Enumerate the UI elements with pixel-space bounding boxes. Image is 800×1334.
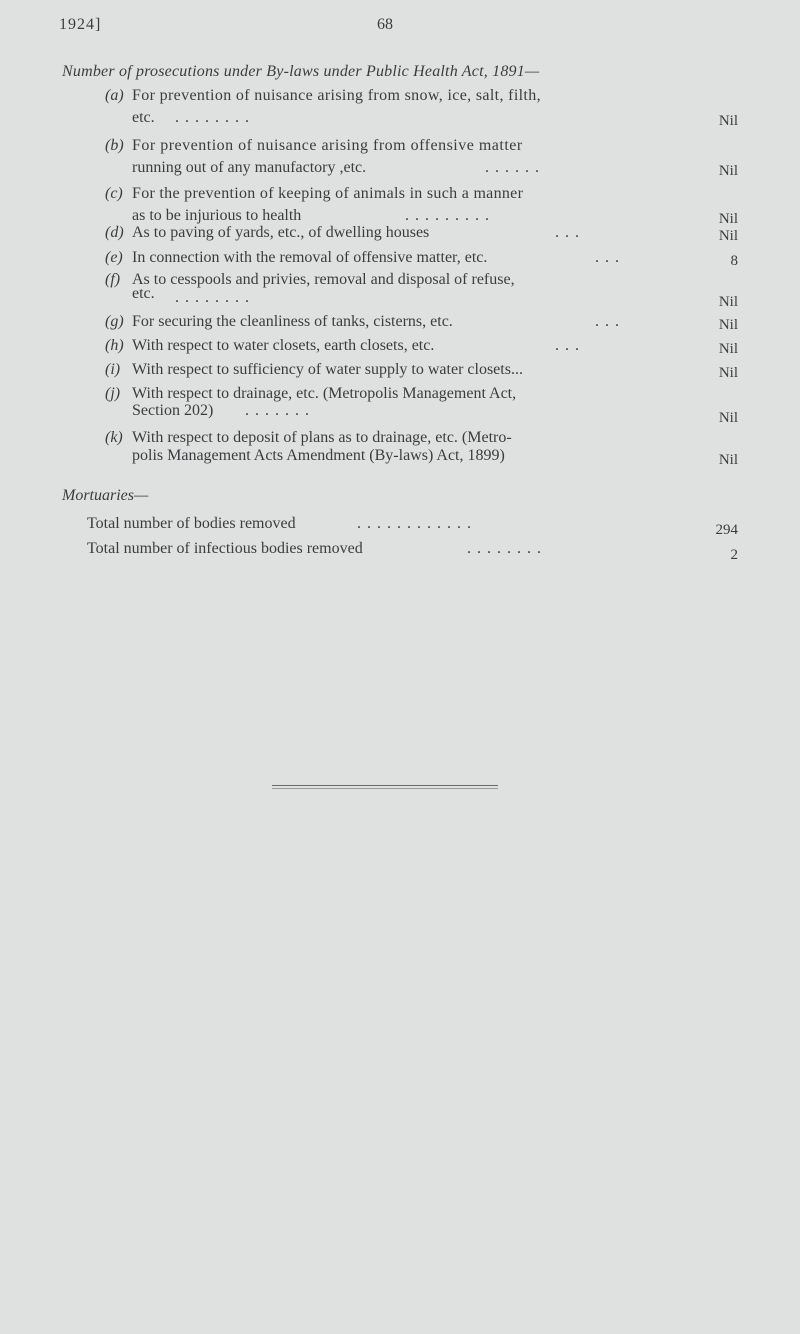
item-text: For prevention of nuisance arising from snow, ice, salt, filth, bbox=[132, 87, 541, 104]
item-g: (g) For securing the cleanliness of tanks, cisterns, etc. ... Nil bbox=[105, 311, 738, 333]
item-e: (e) In connection with the removal of offensive matter, etc. ... 8 bbox=[105, 247, 738, 269]
mortuaries-label: Total number of infectious bodies removed bbox=[87, 540, 363, 557]
item-text: With respect to drainage, etc. (Metropolis Management Act, bbox=[132, 385, 517, 402]
item-text-cont: running out of any manufactory ,etc. bbox=[132, 159, 367, 176]
item-a: (a) For prevention of nuisance arising from snow, ice, salt, filth, etc. ........ Nil bbox=[105, 85, 738, 129]
item-text: For prevention of nuisance arising from offensive matter bbox=[132, 137, 523, 154]
mortuaries-row-infectious: Total number of infectious bodies removed ........ 2 bbox=[87, 538, 738, 560]
item-label: (j) bbox=[105, 385, 121, 402]
item-value: Nil bbox=[718, 228, 738, 244]
item-text: With respect to water closets, earth closets, etc. bbox=[132, 337, 435, 354]
mortuaries-label: Total number of bodies removed bbox=[87, 515, 296, 532]
item-value: Nil bbox=[718, 294, 738, 310]
item-label: (c) bbox=[105, 185, 123, 202]
item-value: Nil bbox=[718, 341, 738, 357]
item-d: (d) As to paving of yards, etc., of dwelling houses ... Nil bbox=[105, 222, 738, 244]
item-k bbox=[105, 427, 738, 471]
page-number: 68 bbox=[377, 16, 393, 33]
item-value: Nil bbox=[718, 452, 738, 468]
section-title: Number of prosecutions under By-laws under Public Health Act, 1891— bbox=[62, 63, 540, 80]
item-label: (f) bbox=[105, 271, 121, 288]
item-j: (j) With respect to drainage, etc. (Metropolis Management Act, Section 202) ....... Nil bbox=[105, 383, 738, 427]
item-text-cont: etc. bbox=[132, 285, 155, 302]
item-text-cont: as to be injurious to health bbox=[132, 207, 302, 224]
item-text: As to cesspools and privies, removal and disposal of refuse, bbox=[132, 271, 515, 288]
item-label: (d) bbox=[105, 224, 124, 241]
mortuaries-heading: Mortuaries— bbox=[62, 487, 149, 504]
mortuaries-value: 2 bbox=[730, 547, 738, 563]
divider-rule-lower bbox=[272, 788, 498, 789]
item-value: 8 bbox=[730, 253, 738, 269]
item-f: (f) As to cesspools and privies, removal and disposal of refuse, etc. ........ Nil bbox=[105, 269, 738, 313]
item-label: (h) bbox=[105, 337, 124, 354]
item-label: (g) bbox=[105, 313, 124, 330]
item-label: (a) bbox=[105, 87, 124, 104]
item-text: For the prevention of keeping of animals in such a manner bbox=[132, 185, 524, 202]
header-year: 1924] bbox=[59, 16, 102, 33]
item-label: (i) bbox=[105, 361, 121, 378]
mortuaries-row-bodies: Total number of bodies removed ............ 294 bbox=[87, 513, 738, 535]
item-text-cont: etc. bbox=[132, 109, 155, 126]
item-value: Nil bbox=[718, 410, 738, 426]
item-value: Nil bbox=[718, 317, 738, 333]
item-text: With respect to sufficiency of water supply to water closets... bbox=[132, 361, 523, 378]
item-b: (b) For prevention of nuisance arising from offensive matter running out of any manufactory ,etc. ...... Nil bbox=[105, 135, 738, 179]
item-value: Nil bbox=[718, 211, 738, 227]
item-value: Nil bbox=[718, 163, 738, 179]
item-c: (c) For the prevention of keeping of animals in such a manner as to be injurious to health ......... Nil bbox=[105, 183, 738, 227]
item-text: With respect to deposit of plans as to drainage, etc. (Metro- bbox=[132, 429, 512, 446]
item-label: (k) bbox=[105, 429, 123, 446]
item-value: Nil bbox=[718, 113, 738, 129]
item-text: As to paving of yards, etc., of dwelling houses bbox=[132, 224, 430, 241]
item-text: For securing the cleanliness of tanks, cisterns, etc. bbox=[132, 313, 453, 330]
item-text-cont: polis Management Acts Amendment (By-laws) Act, 1899) bbox=[132, 447, 505, 464]
item-value: Nil bbox=[718, 365, 738, 381]
item-text-cont: Section 202) bbox=[132, 402, 214, 419]
item-text: In connection with the removal of offensive matter, etc. bbox=[132, 249, 488, 266]
item-label: (e) bbox=[105, 249, 123, 266]
item-h: (h) With respect to water closets, earth closets, etc. ... Nil bbox=[105, 335, 738, 357]
item-label: (b) bbox=[105, 137, 124, 154]
item-i bbox=[105, 359, 738, 381]
divider-rule bbox=[272, 785, 498, 786]
mortuaries-value: 294 bbox=[715, 522, 738, 538]
